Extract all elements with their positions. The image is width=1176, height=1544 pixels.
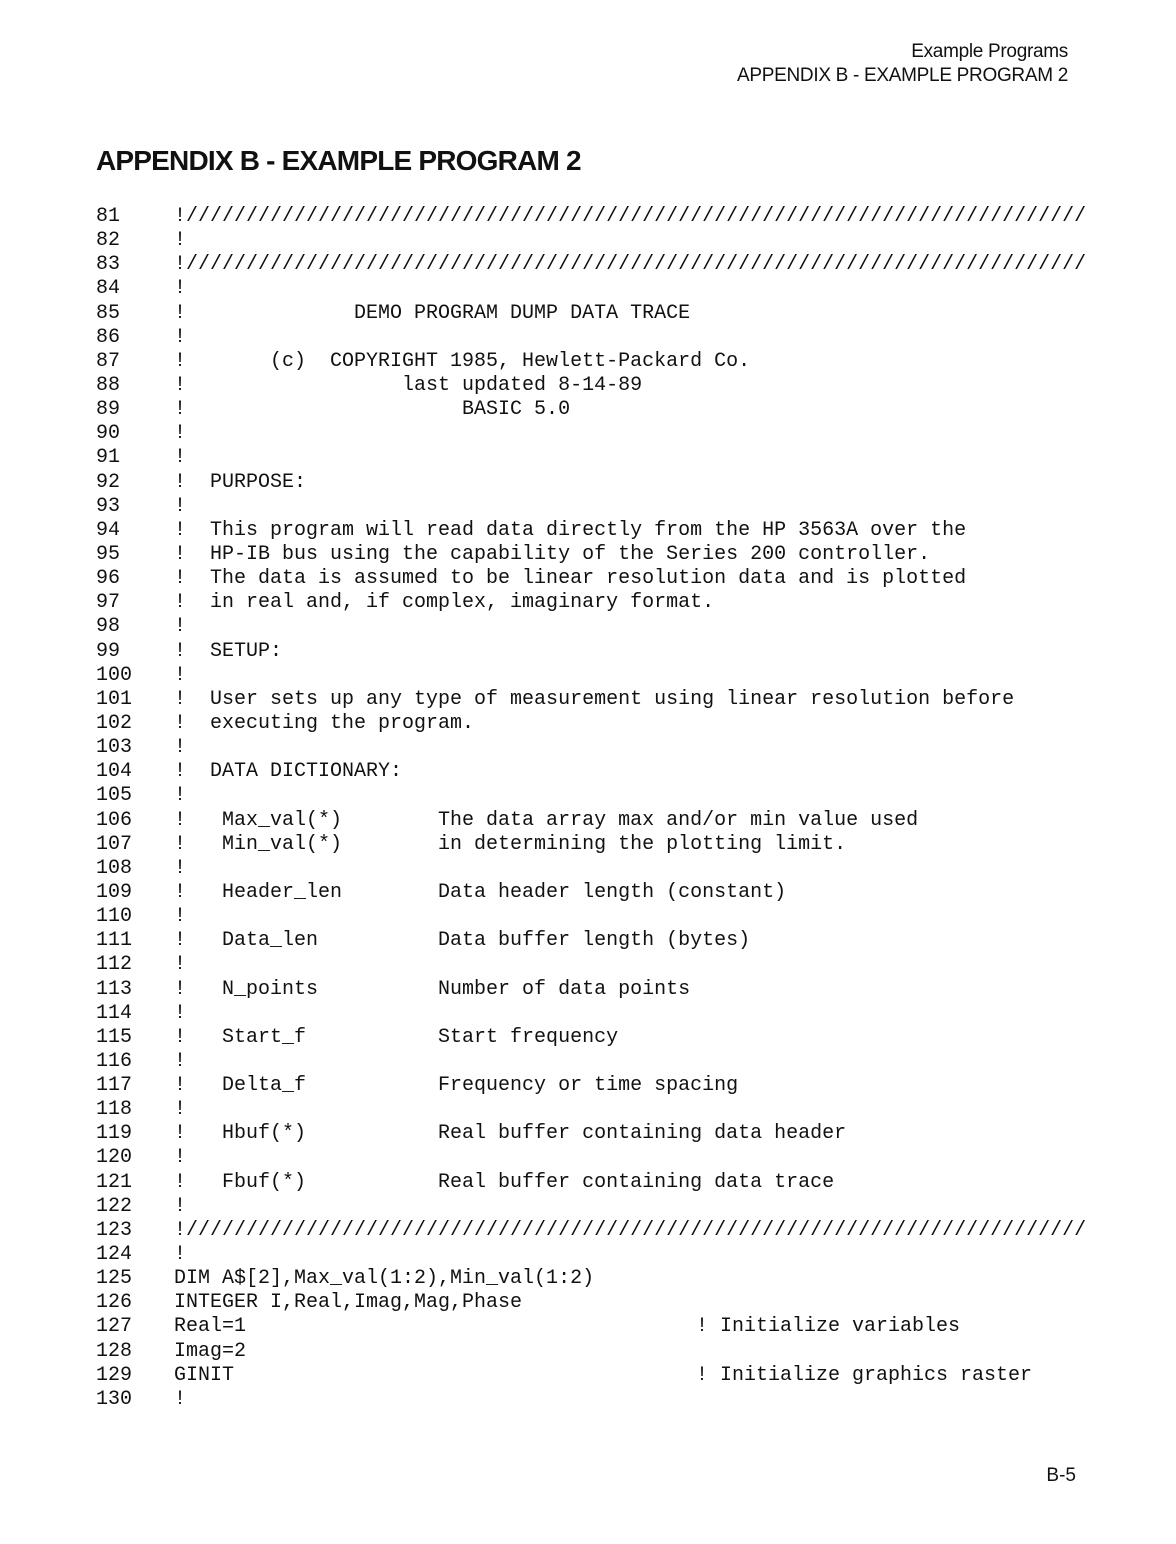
program-listing [96, 205, 1086, 1412]
code-text: ! N_points Number of data points [174, 977, 691, 1001]
code-text: ! [174, 615, 187, 639]
code-text: ! [174, 1001, 187, 1025]
code-line [96, 495, 1086, 519]
code-text: ! [174, 905, 187, 929]
code-line [96, 422, 1086, 446]
code-line [96, 253, 1086, 277]
code-line [96, 1026, 1086, 1050]
code-line [96, 374, 1086, 398]
code-text: ! [174, 1387, 187, 1411]
page-title: APPENDIX B - EXAMPLE PROGRAM 2 [96, 145, 581, 176]
line-number: 92 [96, 470, 121, 494]
code-line [96, 1364, 1086, 1388]
code-line [96, 1074, 1086, 1098]
code-text: ! [174, 1049, 187, 1073]
code-text: ! [174, 325, 187, 349]
code-line [96, 1340, 1086, 1364]
code-line [96, 277, 1086, 301]
code-line [96, 833, 1086, 857]
code-line [96, 1315, 1086, 1339]
code-line [96, 615, 1086, 639]
line-number: 88 [96, 373, 121, 397]
code-text: ! [174, 663, 187, 687]
code-line [96, 736, 1086, 760]
line-number: 109 [96, 880, 133, 904]
code-text: ! [174, 277, 187, 301]
code-text: Imag=2 [174, 1339, 247, 1363]
code-text: ! SETUP: [174, 639, 283, 663]
code-text: !/////////////////////////////////////////////////////////////////////////// [174, 1218, 1087, 1242]
code-text: ! BASIC 5.0 [174, 398, 571, 422]
page-number: B-5 [1046, 1465, 1076, 1486]
code-line [96, 205, 1086, 229]
line-number: 122 [96, 1194, 133, 1218]
line-number: 118 [96, 1098, 133, 1122]
code-text: ! [174, 736, 187, 760]
code-line [96, 688, 1086, 712]
line-number: 84 [96, 277, 121, 301]
code-line [96, 978, 1086, 1002]
code-text: ! HP-IB bus using the capability of the Series 200 controller. [174, 542, 931, 566]
line-number: 81 [96, 205, 121, 228]
code-line [96, 398, 1086, 422]
line-number: 111 [96, 929, 133, 953]
code-text: ! [174, 784, 187, 808]
line-number: 115 [96, 1025, 133, 1049]
code-text: ! The data is assumed to be linear resolution data and is plotted [174, 567, 967, 591]
code-line [96, 1122, 1086, 1146]
code-text: ! [174, 1243, 187, 1267]
code-text: ! User sets up any type of measurement using linear resolution before [174, 687, 1015, 711]
code-line [96, 471, 1086, 495]
code-text: ! last updated 8-14-89 [174, 373, 643, 397]
line-number: 89 [96, 398, 121, 422]
line-number: 87 [96, 349, 121, 373]
line-number: 126 [96, 1291, 133, 1315]
code-text: ! [174, 953, 187, 977]
code-line [96, 1267, 1086, 1291]
code-line [96, 1002, 1086, 1026]
line-number: 104 [96, 760, 133, 784]
code-text: ! [174, 1098, 187, 1122]
line-number: 101 [96, 687, 133, 711]
line-number: 83 [96, 253, 121, 277]
code-line [96, 809, 1086, 833]
line-number: 108 [96, 856, 133, 880]
line-number: 93 [96, 494, 121, 518]
code-text: ! [174, 1146, 187, 1170]
code-line [96, 1388, 1086, 1412]
code-line [96, 1195, 1086, 1219]
code-text: INTEGER I,Real,Imag,Mag,Phase [174, 1291, 523, 1315]
line-number: 123 [96, 1218, 133, 1242]
code-text: ! [174, 422, 187, 446]
code-line [96, 784, 1086, 808]
code-text: ! [174, 1194, 187, 1218]
code-text: ! [174, 856, 187, 880]
line-number: 119 [96, 1122, 133, 1146]
code-text: ! Data_len Data buffer length (bytes) [174, 929, 751, 953]
line-number: 114 [96, 1001, 133, 1025]
code-line [96, 229, 1086, 253]
code-text: ! Max_val(*) The data array max and/or min value used [174, 808, 919, 832]
code-text: !/////////////////////////////////////////////////////////////////////////// [174, 205, 1087, 228]
code-line [96, 640, 1086, 664]
code-text: ! [174, 229, 187, 253]
code-line [96, 953, 1086, 977]
running-header-chapter: APPENDIX B - EXAMPLE PROGRAM 2 [737, 65, 1068, 86]
line-number: 82 [96, 229, 121, 253]
code-line [96, 857, 1086, 881]
code-text: ! [174, 446, 187, 470]
line-number: 106 [96, 808, 133, 832]
code-line [96, 1291, 1086, 1315]
line-number: 120 [96, 1146, 133, 1170]
line-number: 128 [96, 1339, 133, 1363]
code-line [96, 302, 1086, 326]
line-number: 112 [96, 953, 133, 977]
line-number: 90 [96, 422, 121, 446]
code-text: ! Fbuf(*) Real buffer containing data trace [174, 1170, 835, 1194]
code-text: ! DEMO PROGRAM DUMP DATA TRACE [174, 301, 691, 325]
code-text: ! This program will read data directly from the HP 3563A over the [174, 518, 967, 542]
running-header [737, 40, 1068, 88]
line-number: 121 [96, 1170, 133, 1194]
code-text: ! [174, 494, 187, 518]
line-number: 97 [96, 591, 121, 615]
line-number: 85 [96, 301, 121, 325]
code-line [96, 543, 1086, 567]
code-text: ! (c) COPYRIGHT 1985, Hewlett-Packard Co. [174, 349, 751, 373]
line-number: 86 [96, 325, 121, 349]
code-text: ! PURPOSE: [174, 470, 307, 494]
line-number: 103 [96, 736, 133, 760]
line-number: 100 [96, 663, 133, 687]
code-line [96, 326, 1086, 350]
code-line [96, 567, 1086, 591]
code-line [96, 519, 1086, 543]
line-number: 102 [96, 711, 133, 735]
code-line [96, 591, 1086, 615]
code-line [96, 664, 1086, 688]
code-text: ! Delta_f Frequency or time spacing [174, 1074, 739, 1098]
code-line [96, 1146, 1086, 1170]
line-number: 110 [96, 905, 133, 929]
code-text: !/////////////////////////////////////////////////////////////////////////// [174, 253, 1087, 277]
line-number: 127 [96, 1315, 133, 1339]
code-comment: ! Initialize variables [696, 1315, 961, 1339]
code-text: ! Start_f Start frequency [174, 1025, 619, 1049]
code-text: GINIT [174, 1363, 235, 1387]
line-number: 105 [96, 784, 133, 808]
code-line [96, 350, 1086, 374]
code-line [96, 1219, 1086, 1243]
code-line [96, 446, 1086, 470]
code-text: ! in real and, if complex, imaginary format. [174, 591, 715, 615]
line-number: 130 [96, 1387, 133, 1411]
code-line [96, 712, 1086, 736]
code-text: DIM A$[2],Max_val(1:2),Min_val(1:2) [174, 1267, 595, 1291]
line-number: 94 [96, 518, 121, 542]
code-text: ! executing the program. [174, 711, 475, 735]
code-line [96, 881, 1086, 905]
line-number: 117 [96, 1074, 133, 1098]
line-number: 107 [96, 832, 133, 856]
line-number: 124 [96, 1243, 133, 1267]
code-line [96, 1171, 1086, 1195]
line-number: 113 [96, 977, 133, 1001]
line-number: 98 [96, 615, 121, 639]
code-text: ! DATA DICTIONARY: [174, 760, 403, 784]
line-number: 99 [96, 639, 121, 663]
line-number: 125 [96, 1267, 133, 1291]
line-number: 116 [96, 1049, 133, 1073]
line-number: 96 [96, 567, 121, 591]
code-text: Real=1 [174, 1315, 247, 1339]
code-line [96, 760, 1086, 784]
code-line [96, 1098, 1086, 1122]
code-line [96, 905, 1086, 929]
code-text: ! Min_val(*) in determining the plotting limit. [174, 832, 847, 856]
running-header-section: Example Programs [911, 41, 1068, 62]
code-line [96, 1243, 1086, 1267]
line-number: 95 [96, 542, 121, 566]
code-comment: ! Initialize graphics raster [696, 1363, 1033, 1387]
code-text: ! Hbuf(*) Real buffer containing data header [174, 1122, 847, 1146]
code-line [96, 929, 1086, 953]
line-number: 129 [96, 1363, 133, 1387]
code-text: ! Header_len Data header length (constant) [174, 880, 787, 904]
code-line [96, 1050, 1086, 1074]
line-number: 91 [96, 446, 121, 470]
